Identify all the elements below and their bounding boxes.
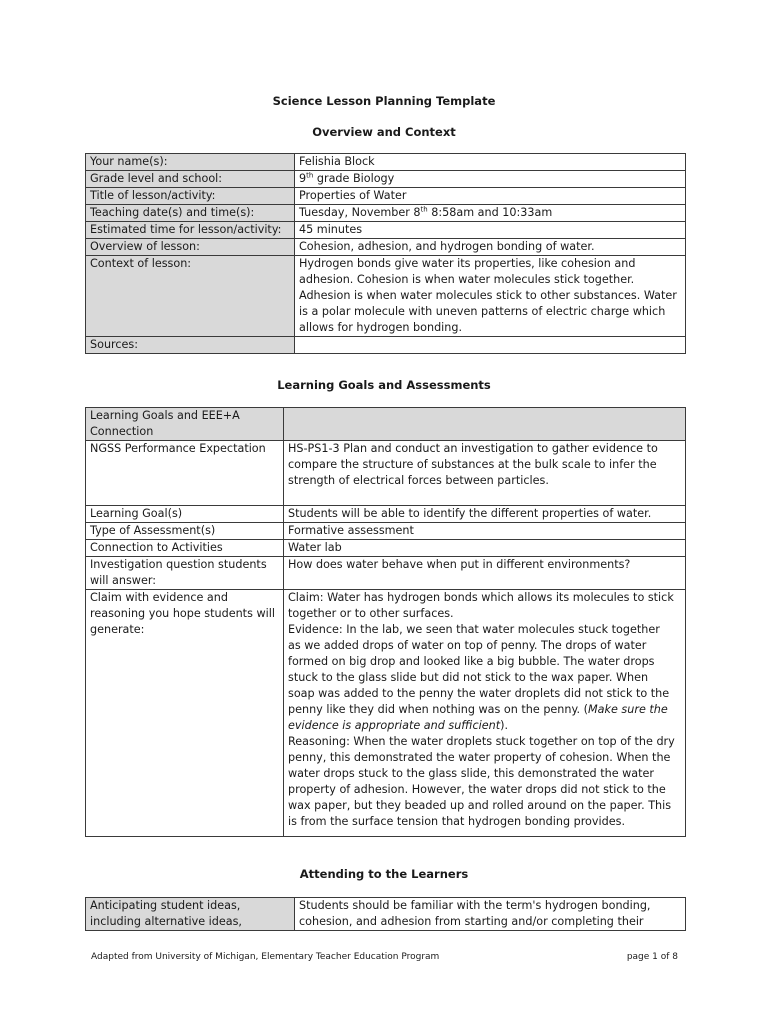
table-row [86,154,686,171]
row-value: Felishia Block [295,154,686,171]
row-label: NGSS Performance Expectation [86,441,284,506]
value-superscript: th [420,205,428,214]
goals-table [85,407,686,837]
table-row [86,256,686,337]
table-row [86,590,686,837]
row-value [295,171,686,188]
row-value: Hydrogen bonds give water its properties, like cohesion and adhesion. Cohesion is when water molecules stick together. Adhesion is when water molecules stick to other substances. Water is a polar molecule with uneven patterns of electric charge which allows for hydrogen bonding. [295,256,686,337]
row-label: Teaching date(s) and time(s): [86,205,295,222]
row-label: Type of Assessment(s) [86,523,284,540]
table-row [86,540,686,557]
row-label: Grade level and school: [86,171,295,188]
row-label: Learning Goal(s) [86,506,284,523]
row-value [284,408,686,441]
evidence-note: Make sure the evidence is appropriate and sufficient [288,703,668,732]
row-label: Anticipating student ideas, including alternative ideas, [86,898,295,931]
footer-attribution: Adapted from University of Michigan, Elementary Teacher Education Program [91,952,440,962]
table-row [86,239,686,256]
row-value: How does water behave when put in different environments? [284,557,686,590]
row-label: Your name(s): [86,154,295,171]
section-heading-overview: Overview and Context [312,125,456,139]
row-value: Properties of Water [295,188,686,205]
table-row [86,441,686,506]
table-row [86,557,686,590]
table-row [86,171,686,188]
learners-table [85,897,686,931]
row-label: Sources: [86,337,295,354]
evidence-text-end: ). [500,719,509,732]
value-text: Tuesday, November 8 [299,206,421,219]
value-superscript: th [306,171,314,180]
table-row [86,205,686,222]
row-label: Claim with evidence and reasoning you hope students will generate: [86,590,284,837]
row-value: 45 minutes [295,222,686,239]
value-text: grade Biology [313,172,395,185]
table-row [86,506,686,523]
overview-table [85,153,686,354]
row-label: Title of lesson/activity: [86,188,295,205]
row-value: HS-PS1-3 Plan and conduct an investigation to gather evidence to compare the structure of substances at the bulk scale to infer the strength of electrical forces between particles. [284,441,686,506]
claim-text: Claim: Water has hydrogen bonds which allows its molecules to stick together or to other surfaces. [288,591,674,620]
value-text: 8:58am and 10:33am [427,206,553,219]
table-row [86,408,686,441]
value-text: 9 [299,172,307,185]
row-value: Water lab [284,540,686,557]
row-label: Investigation question students will answer: [86,557,284,590]
table-row [86,898,686,931]
claim-evidence-reasoning-cell [284,590,686,837]
section-heading-learners: Attending to the Learners [299,867,469,881]
document-title: Science Lesson Planning Template [272,94,496,108]
row-value: Formative assessment [284,523,686,540]
row-label: Learning Goals and EEE+A Connection [86,408,284,441]
row-label: Connection to Activities [86,540,284,557]
table-row [86,188,686,205]
table-row [86,222,686,239]
reasoning-text: Reasoning: When the water droplets stuck together on top of the dry penny, this demonstrated the water property of cohesion. When the water drops stuck to the glass slide, this demonstrated the water property of adhesion. However, the water drops did not stick to the wax paper, but they beaded up and rolled around on the paper. This is from the surface tension that hydrogen bonding provides. [288,735,675,828]
table-row [86,337,686,354]
page-number: page 1 of 8 [626,952,678,962]
row-label: Overview of lesson: [86,239,295,256]
row-value: Students will be able to identify the different properties of water. [284,506,686,523]
row-label: Estimated time for lesson/activity: [86,222,295,239]
row-value [295,337,686,354]
evidence-text: Evidence: In the lab, we seen that water molecules stuck together as we added drops of water on top of penny. The drops of water formed on big drop and looked like a big bubble. The water drops stuck to the glass slide but did not stick to the wax paper. When soap was added to the penny the water droplets did not stick to the penny like they did when nothing was on the penny. ( [288,623,670,716]
table-row [86,523,686,540]
row-label: Context of lesson: [86,256,295,337]
row-value: Students should be familiar with the term's hydrogen bonding, cohesion, and adhesion from starting and/or completing their [295,898,686,931]
row-value: Cohesion, adhesion, and hydrogen bonding of water. [295,239,686,256]
section-heading-goals: Learning Goals and Assessments [277,378,491,392]
row-value [295,205,686,222]
